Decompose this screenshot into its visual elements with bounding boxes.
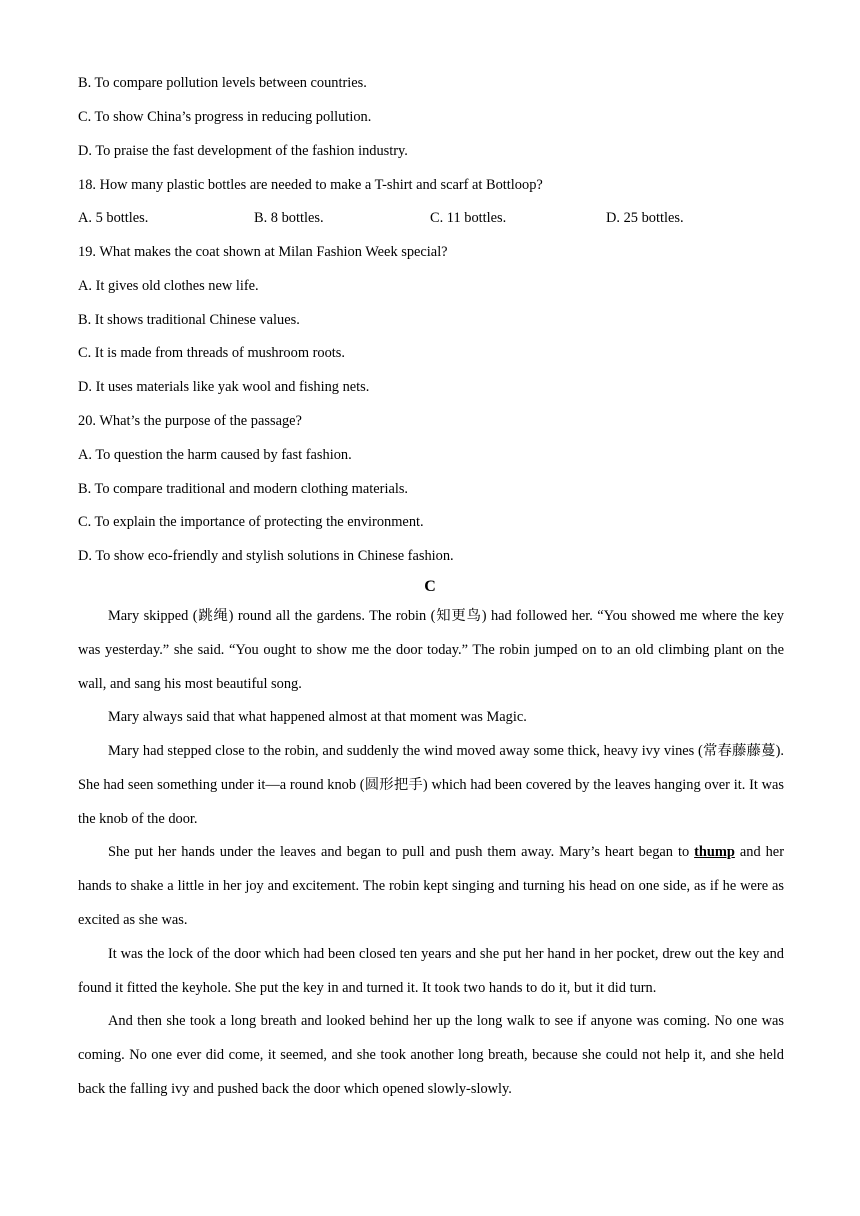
- q18-option-a: A. 5 bottles.: [78, 210, 149, 226]
- q20-option-c: C. To explain the importance of protecting the environment.: [78, 514, 424, 530]
- q17-option-c: C. To show China’s progress in reducing pollution.: [78, 109, 372, 125]
- q19-option-b: B. It shows traditional Chinese values.: [78, 312, 300, 328]
- passage-paragraph-2: Mary always said that what happened almost at that moment was Magic.: [108, 709, 527, 725]
- q18-option-c: C. 11 bottles.: [430, 210, 507, 226]
- vocab-keyword: thump: [694, 844, 735, 860]
- q18-stem: 18. How many plastic bottles are needed to make a T-shirt and scarf at Bottloop?: [78, 177, 543, 193]
- q20-option-b: B. To compare traditional and modern clothing materials.: [78, 481, 409, 497]
- passage-paragraph-1: Mary skipped (跳绳) round all the gardens. The robin (知更鸟) had followed her. “You showed me where the key was yesterday.” she said. “You ought to show me the door today.” The robin jumped on to an old climbing plant on the wall, and sang his most beautiful song.: [78, 608, 784, 692]
- paragraph-4-text-start: She put her hands under the leaves and began to pull and push them away. Mary’s heart began to: [108, 844, 695, 860]
- q20-option-a: A. To question the harm caused by fast fashion.: [78, 447, 352, 463]
- q19-option-a: A. It gives old clothes new life.: [78, 278, 259, 294]
- section-heading: C: [424, 578, 436, 595]
- paragraph-4-text-end: and her hands to shake a little in her joy and excitement. The robin kept singing and turning his head on one side, as if he were as excited as she was.: [78, 844, 784, 928]
- passage-paragraph-5: It was the lock of the door which had been closed ten years and she put her hand in her pocket, drew out the key and found it fitted the keyhole. She put the key in and turned it. It took two hands to do it, but it did turn.: [78, 946, 784, 996]
- q19-option-d: D. It uses materials like yak wool and fishing nets.: [78, 379, 370, 395]
- passage-paragraph-3: Mary had stepped close to the robin, and suddenly the wind moved away some thick, heavy ivy vines (常春藤藤蔓). She had seen something under it—a round knob (圆形把手) which had been covered by the leaves hanging over it. It was the knob of the door.: [78, 743, 784, 827]
- q19-stem: 19. What makes the coat shown at Milan Fashion Week special?: [78, 244, 448, 260]
- passage-paragraph-6: And then she took a long breath and looked behind her up the long walk to see if anyone was coming. No one was coming. No one ever did come, it seemed, and she took another long breath, because she could not help it, and she held back the falling ivy and pushed back the door which opened slowly-slowly.: [78, 1013, 784, 1097]
- q20-stem: 20. What’s the purpose of the passage?: [78, 413, 302, 429]
- q20-option-d: D. To show eco-friendly and stylish solutions in Chinese fashion.: [78, 548, 454, 564]
- q18-option-b: B. 8 bottles.: [254, 210, 324, 226]
- passage-paragraph-4: [78, 836, 784, 937]
- q18-option-d: D. 25 bottles.: [606, 210, 684, 226]
- q19-option-c: C. It is made from threads of mushroom roots.: [78, 345, 345, 361]
- q18-options: [78, 208, 784, 228]
- q17-option-d: D. To praise the fast development of the fashion industry.: [78, 143, 408, 159]
- q17-option-b: B. To compare pollution levels between countries.: [78, 75, 367, 91]
